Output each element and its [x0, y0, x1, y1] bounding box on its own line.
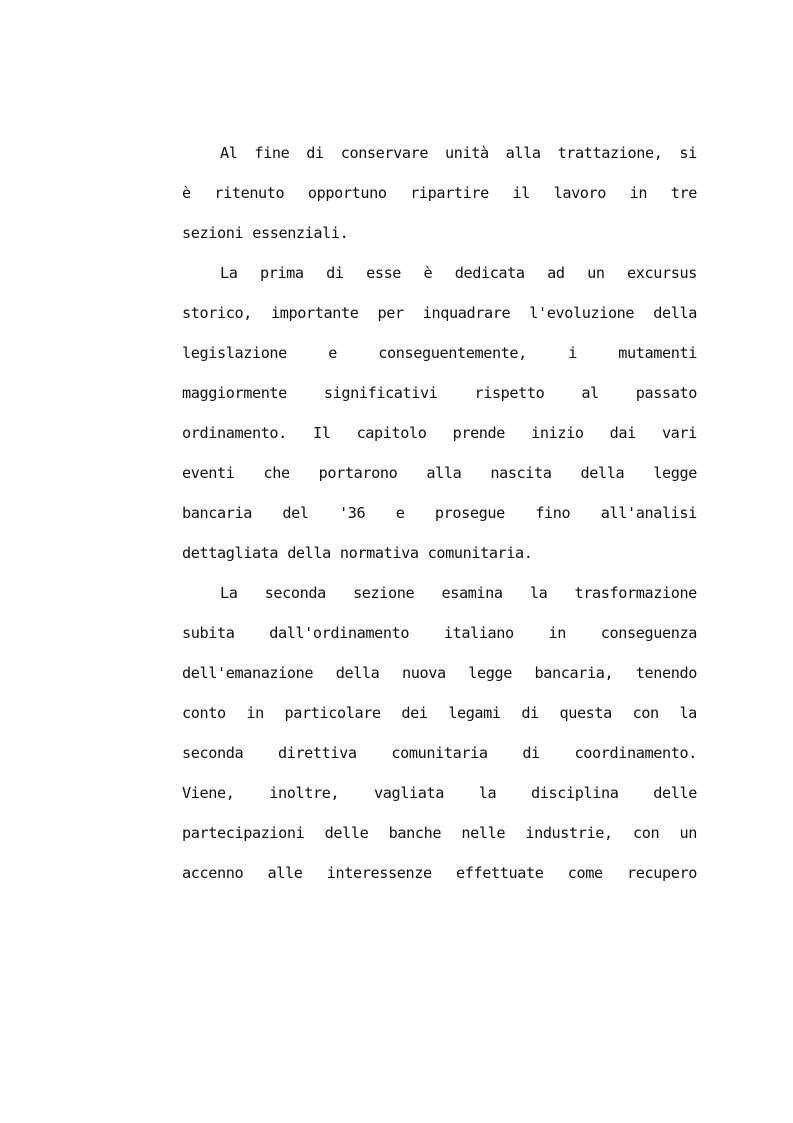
- word: dai: [609, 424, 636, 442]
- body-text: [182, 137, 697, 897]
- word: i: [568, 344, 577, 362]
- word: alla: [426, 464, 462, 482]
- word: sezioni: [182, 224, 244, 242]
- word: alla: [505, 144, 541, 162]
- word: normativa: [339, 544, 419, 562]
- word: tre: [670, 184, 697, 202]
- word: seconda: [182, 744, 244, 762]
- word: delle: [653, 784, 697, 802]
- word: esamina: [441, 584, 503, 602]
- word: in: [629, 184, 648, 202]
- word: banche: [388, 824, 442, 842]
- word: la: [679, 704, 697, 722]
- word: opportuno: [307, 184, 387, 202]
- word: fine: [254, 144, 290, 162]
- word: subita: [182, 624, 235, 642]
- text-line: [182, 697, 697, 737]
- word: bancaria: [182, 504, 252, 522]
- text-line: [182, 537, 697, 577]
- word: dedicata: [454, 264, 525, 282]
- word: nuova: [401, 664, 446, 682]
- word: delle: [324, 824, 369, 842]
- word: ordinamento.: [182, 424, 287, 442]
- word: della: [287, 544, 331, 562]
- word: La: [220, 264, 238, 282]
- word: ripartire: [410, 184, 489, 202]
- word: accenno: [182, 864, 244, 882]
- word: importante: [271, 304, 359, 322]
- word: dei: [401, 704, 428, 722]
- text-line: [182, 777, 697, 817]
- word: il: [512, 184, 530, 202]
- text-line: [182, 297, 697, 337]
- word: partecipazioni: [182, 824, 305, 842]
- word: mutamenti: [618, 344, 697, 362]
- word: conservare: [340, 144, 429, 162]
- word: della: [335, 664, 380, 682]
- word: alle: [267, 864, 303, 882]
- word: è: [182, 184, 191, 202]
- text-line: [182, 817, 697, 857]
- text-line: [182, 457, 697, 497]
- word: ritenuto: [214, 184, 285, 202]
- text-line: [182, 377, 697, 417]
- word: con: [633, 824, 660, 842]
- paragraph: [182, 137, 697, 257]
- word: prosegue: [434, 504, 505, 522]
- word: essenziali.: [252, 224, 349, 242]
- word: conseguentemente,: [378, 344, 527, 362]
- word: sezione: [353, 584, 415, 602]
- word: rispetto: [474, 384, 545, 402]
- word: prima: [259, 264, 304, 282]
- word: legami: [448, 704, 501, 722]
- word: conto: [182, 704, 226, 722]
- word: unità: [445, 144, 489, 162]
- word: della: [653, 304, 697, 322]
- word: nascita: [490, 464, 552, 482]
- word: conseguenza: [600, 624, 697, 642]
- word: fino: [535, 504, 571, 522]
- word: comunitaria: [391, 744, 488, 762]
- word: La: [220, 584, 238, 602]
- word: dettagliata: [182, 544, 279, 562]
- word: è: [423, 264, 433, 282]
- word: della: [580, 464, 625, 482]
- word: del: [282, 504, 309, 522]
- text-line: [182, 577, 697, 617]
- word: per: [377, 304, 404, 322]
- word: la: [478, 784, 497, 802]
- word: e: [395, 504, 405, 522]
- word: Il: [313, 424, 331, 442]
- text-line: [182, 617, 697, 657]
- word: inquadrare: [422, 304, 511, 322]
- word: coordinamento.: [574, 744, 697, 762]
- word: '36: [339, 504, 366, 522]
- word: questa: [559, 704, 612, 722]
- word: di: [306, 144, 324, 162]
- word: italiano: [443, 624, 514, 642]
- word: si: [679, 144, 697, 162]
- word: vagliata: [373, 784, 444, 802]
- word: dell'emanazione: [182, 664, 314, 682]
- word: al: [581, 384, 599, 402]
- word: legge: [653, 464, 697, 482]
- text-line: [182, 217, 697, 257]
- word: vari: [661, 424, 697, 442]
- word: come: [567, 864, 603, 882]
- word: e: [328, 344, 337, 362]
- word: direttiva: [277, 744, 357, 762]
- word: particolare: [284, 704, 381, 722]
- word: di: [522, 744, 540, 762]
- word: significativi: [323, 384, 438, 402]
- word: di: [521, 704, 539, 722]
- text-line: [182, 417, 697, 457]
- word: recupero: [627, 864, 697, 882]
- word: disciplina: [531, 784, 619, 802]
- word: che: [263, 464, 290, 482]
- word: dall'ordinamento: [269, 624, 410, 642]
- word: ad: [547, 264, 565, 282]
- word: storico,: [182, 304, 252, 322]
- word: trattazione,: [557, 144, 663, 162]
- word: comunitaria.: [427, 544, 533, 562]
- text-line: [182, 137, 697, 177]
- word: in: [246, 704, 264, 722]
- word: seconda: [264, 584, 326, 602]
- word: in: [548, 624, 567, 642]
- word: lavoro: [553, 184, 607, 202]
- word: l'evoluzione: [529, 304, 635, 322]
- word: excursus: [627, 264, 697, 282]
- word: industrie,: [525, 824, 613, 842]
- word: capitolo: [356, 424, 427, 442]
- word: portarono: [318, 464, 398, 482]
- word: effettuate: [456, 864, 544, 882]
- word: trasformazione: [574, 584, 697, 602]
- word: nelle: [461, 824, 506, 842]
- word: Viene,: [182, 784, 235, 802]
- word: legislazione: [182, 344, 287, 362]
- word: Al: [220, 144, 238, 162]
- word: inoltre,: [269, 784, 340, 802]
- word: inizio: [531, 424, 584, 442]
- text-line: [182, 737, 697, 777]
- paragraph: [182, 257, 697, 577]
- word: un: [679, 824, 697, 842]
- text-line: [182, 337, 697, 377]
- word: un: [587, 264, 605, 282]
- word: passato: [635, 384, 697, 402]
- text-line: [182, 857, 697, 897]
- word: tenendo: [635, 664, 697, 682]
- word: eventi: [182, 464, 235, 482]
- word: interessenze: [326, 864, 432, 882]
- text-line: [182, 257, 697, 297]
- word: prende: [452, 424, 506, 442]
- word: con: [632, 704, 659, 722]
- text-line: [182, 657, 697, 697]
- word: bancaria,: [534, 664, 614, 682]
- word: la: [529, 584, 548, 602]
- word: esse: [366, 264, 402, 282]
- text-line: [182, 177, 697, 217]
- word: maggiormente: [182, 384, 287, 402]
- word: legge: [468, 664, 512, 682]
- word: all'analisi: [600, 504, 697, 522]
- text-line: [182, 497, 697, 537]
- paragraph: [182, 577, 697, 897]
- word: di: [326, 264, 344, 282]
